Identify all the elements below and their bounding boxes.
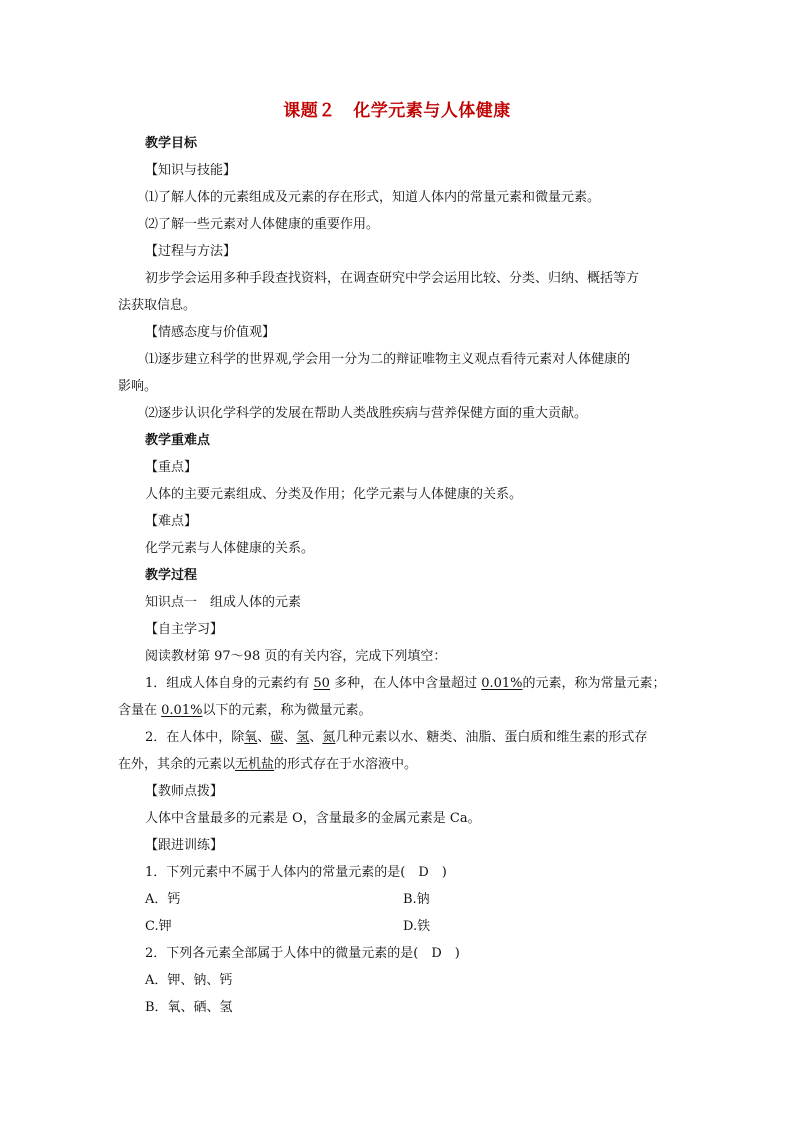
fill-answer: 氮 — [322, 730, 336, 745]
fill-answer: 50 — [313, 676, 330, 691]
process-text-2: 法获取信息。 — [118, 298, 197, 313]
emotion-item-1-cont: 影响。 — [118, 379, 158, 394]
fill-text: 的形式存在于水溶液中。 — [274, 757, 418, 772]
fill-item-1 — [118, 670, 678, 697]
fill-answer: 氧 — [244, 730, 258, 745]
question-2-option-a: A．钾、钠、钙 — [145, 973, 233, 988]
fill-text: 以下的元素，称为微量元素。 — [202, 703, 372, 718]
emotion-item-2: ⑵逐步认识化学科学的发展在帮助人类战胜疾病与营养保健方面的重大贡献。 — [145, 406, 588, 421]
goals-heading: 教学目标 — [145, 136, 198, 151]
fill-text: 、 — [309, 730, 323, 745]
self-study-heading: 【自主学习】 — [145, 622, 224, 637]
fill-answer: 0.01% — [481, 676, 523, 691]
fill-answer: 碳 — [270, 730, 284, 745]
question-2: 2．下列各元素全部属于人体中的微量元素的是( D ) — [145, 946, 460, 961]
knowledge-item-1: ⑴了解人体的元素组成及元素的存在形式，知道人体内的常量元素和微量元素。 — [145, 190, 601, 205]
question-2-option-b: B．氧、硒、氢 — [145, 1000, 233, 1015]
fill-text: 含量在 — [118, 703, 162, 718]
tips-heading: 【教师点拨】 — [145, 784, 224, 799]
knowledge-point-1: 知识点一 组成人体的元素 — [145, 595, 302, 610]
fill-text: 多种，在人体中含量超过 — [329, 676, 482, 691]
question-1-options-row-2 — [118, 913, 678, 940]
fill-answer: 0.01% — [161, 703, 203, 718]
fill-item-1-cont — [118, 697, 678, 724]
emotion-heading: 【情感态度与价值观】 — [145, 325, 276, 340]
difficulty-heading: 【难点】 — [145, 514, 198, 529]
option-b: B.钠 — [403, 892, 430, 907]
document-body — [118, 130, 678, 1021]
fill-text: 1．组成人体自身的元素约有 — [145, 676, 314, 691]
key-heading: 教学重难点 — [145, 433, 211, 448]
process-heading: 【过程与方法】 — [145, 244, 237, 259]
question-1-options-row-1 — [118, 886, 678, 913]
fill-text: 、 — [283, 730, 297, 745]
fill-text: 、 — [257, 730, 271, 745]
fill-item-2-cont — [118, 751, 678, 778]
option-d: D.铁 — [403, 919, 431, 934]
difficulty-text: 化学元素与人体健康的关系。 — [145, 541, 315, 556]
fill-text: 几种元素以水、糖类、油脂、蛋白质和维生素的形式存 — [335, 730, 648, 745]
fill-item-2 — [118, 724, 678, 751]
self-study-intro: 阅读教材第 97～98 页的有关内容，完成下列填空： — [145, 649, 447, 664]
emotion-item-1: ⑴逐步建立科学的世界观,学会用一分为二的辩证唯物主义观点看待元素对人体健康的 — [145, 352, 631, 367]
fill-text: 2．在人体中，除 — [145, 730, 245, 745]
knowledge-heading: 【知识与技能】 — [145, 163, 237, 178]
focus-text: 人体的主要元素组成、分类及作用；化学元素与人体健康的关系。 — [145, 487, 523, 502]
fill-answer: 氢 — [296, 730, 310, 745]
practice-heading: 【跟进训练】 — [145, 838, 224, 853]
knowledge-item-2: ⑵了解一些元素对人体健康的重要作用。 — [145, 217, 380, 232]
process-main-heading: 教学过程 — [145, 568, 198, 583]
fill-text: 在外，其余的元素以 — [118, 757, 236, 772]
question-1: 1．下列元素中不属于人体内的常量元素的是( D ) — [145, 865, 447, 880]
page-title: 课题２ 化学元素与人体健康 — [283, 101, 511, 121]
focus-heading: 【重点】 — [145, 460, 198, 475]
process-text-1: 初步学会运用多种手段查找资料，在调查研究中学会运用比较、分类、归纳、概括等方 — [145, 271, 640, 286]
tips-text: 人体中含量最多的元素是 O，含量最多的金属元素是 Ca。 — [145, 811, 481, 826]
option-a: A．钙 — [145, 892, 181, 907]
option-c: C.钾 — [145, 919, 172, 934]
fill-answer: 无机盐 — [235, 757, 275, 772]
fill-text: 的元素，称为常量元素； — [522, 676, 666, 691]
